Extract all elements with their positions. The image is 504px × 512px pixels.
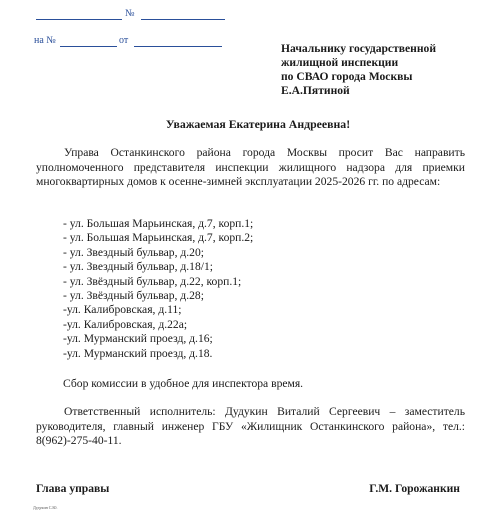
address-item: - ул. Большая Марьинская, д.7, корп.2;	[63, 231, 254, 245]
outgoing-number-blank-left	[36, 19, 122, 20]
address-item: -ул. Калибровская, д.11;	[63, 303, 182, 317]
salutation: Уважаемая Екатерина Андреевна!	[165, 117, 351, 131]
incoming-number-blank	[60, 46, 117, 47]
addressee-line-2: жилищной инспекции	[281, 56, 399, 69]
address-item: - ул. Звездный бульвар, д.18/1;	[63, 260, 214, 274]
incoming-number-label: на №	[34, 35, 56, 46]
incoming-date-blank	[134, 46, 222, 47]
addressee-line-4: Е.А.Пятиной	[281, 84, 350, 97]
outgoing-number-sign: №	[125, 8, 135, 19]
address-item: - ул. Большая Марьинская, д.7, корп.1;	[63, 217, 254, 230]
address-item: -ул. Мурманский проезд, д.18.	[63, 346, 213, 360]
signature-title: Глава управы	[36, 482, 110, 495]
address-item: -ул. Мурманский проезд, д.16;	[63, 332, 213, 346]
executor-footnote: Дудукин С.Ю.	[33, 505, 58, 510]
outgoing-number-blank-right	[141, 19, 225, 20]
addressee-line-1: Начальнику государственной	[281, 42, 437, 55]
address-item: -ул. Калибровская, д.22а;	[63, 317, 188, 331]
address-item: - ул. Звездный бульвар, д.20;	[63, 245, 204, 259]
request-paragraph: Управа Останкинского района города Москвы просит Вас направить уполномоченного представителя инспекции жилищного надзора для приемки многоквартирных домов к осенне-зимней эксплуатации 2025-2026 гг. по адресам:	[36, 146, 465, 188]
address-item: - ул. Звёздный бульвар, д.22, корп.1;	[63, 274, 242, 288]
address-list	[63, 217, 253, 361]
incoming-date-label: от	[119, 35, 129, 46]
addressee-block	[281, 42, 491, 98]
executor-paragraph: Ответственный исполнитель: Дудукин Виталий Сергеевич – заместитель руководителя, главный инженер ГБУ «Жилищник Останкинского района», тел.: 8(962)-275-40-11.	[36, 405, 465, 447]
signature-name: Г.М. Горожанкин	[369, 482, 460, 495]
commission-note: Сбор комиссии в удобное для инспектора время.	[63, 377, 304, 390]
addressee-line-3: по СВАО города Москвы	[281, 70, 413, 83]
address-item: - ул. Звёздный бульвар, д.28;	[63, 289, 204, 303]
